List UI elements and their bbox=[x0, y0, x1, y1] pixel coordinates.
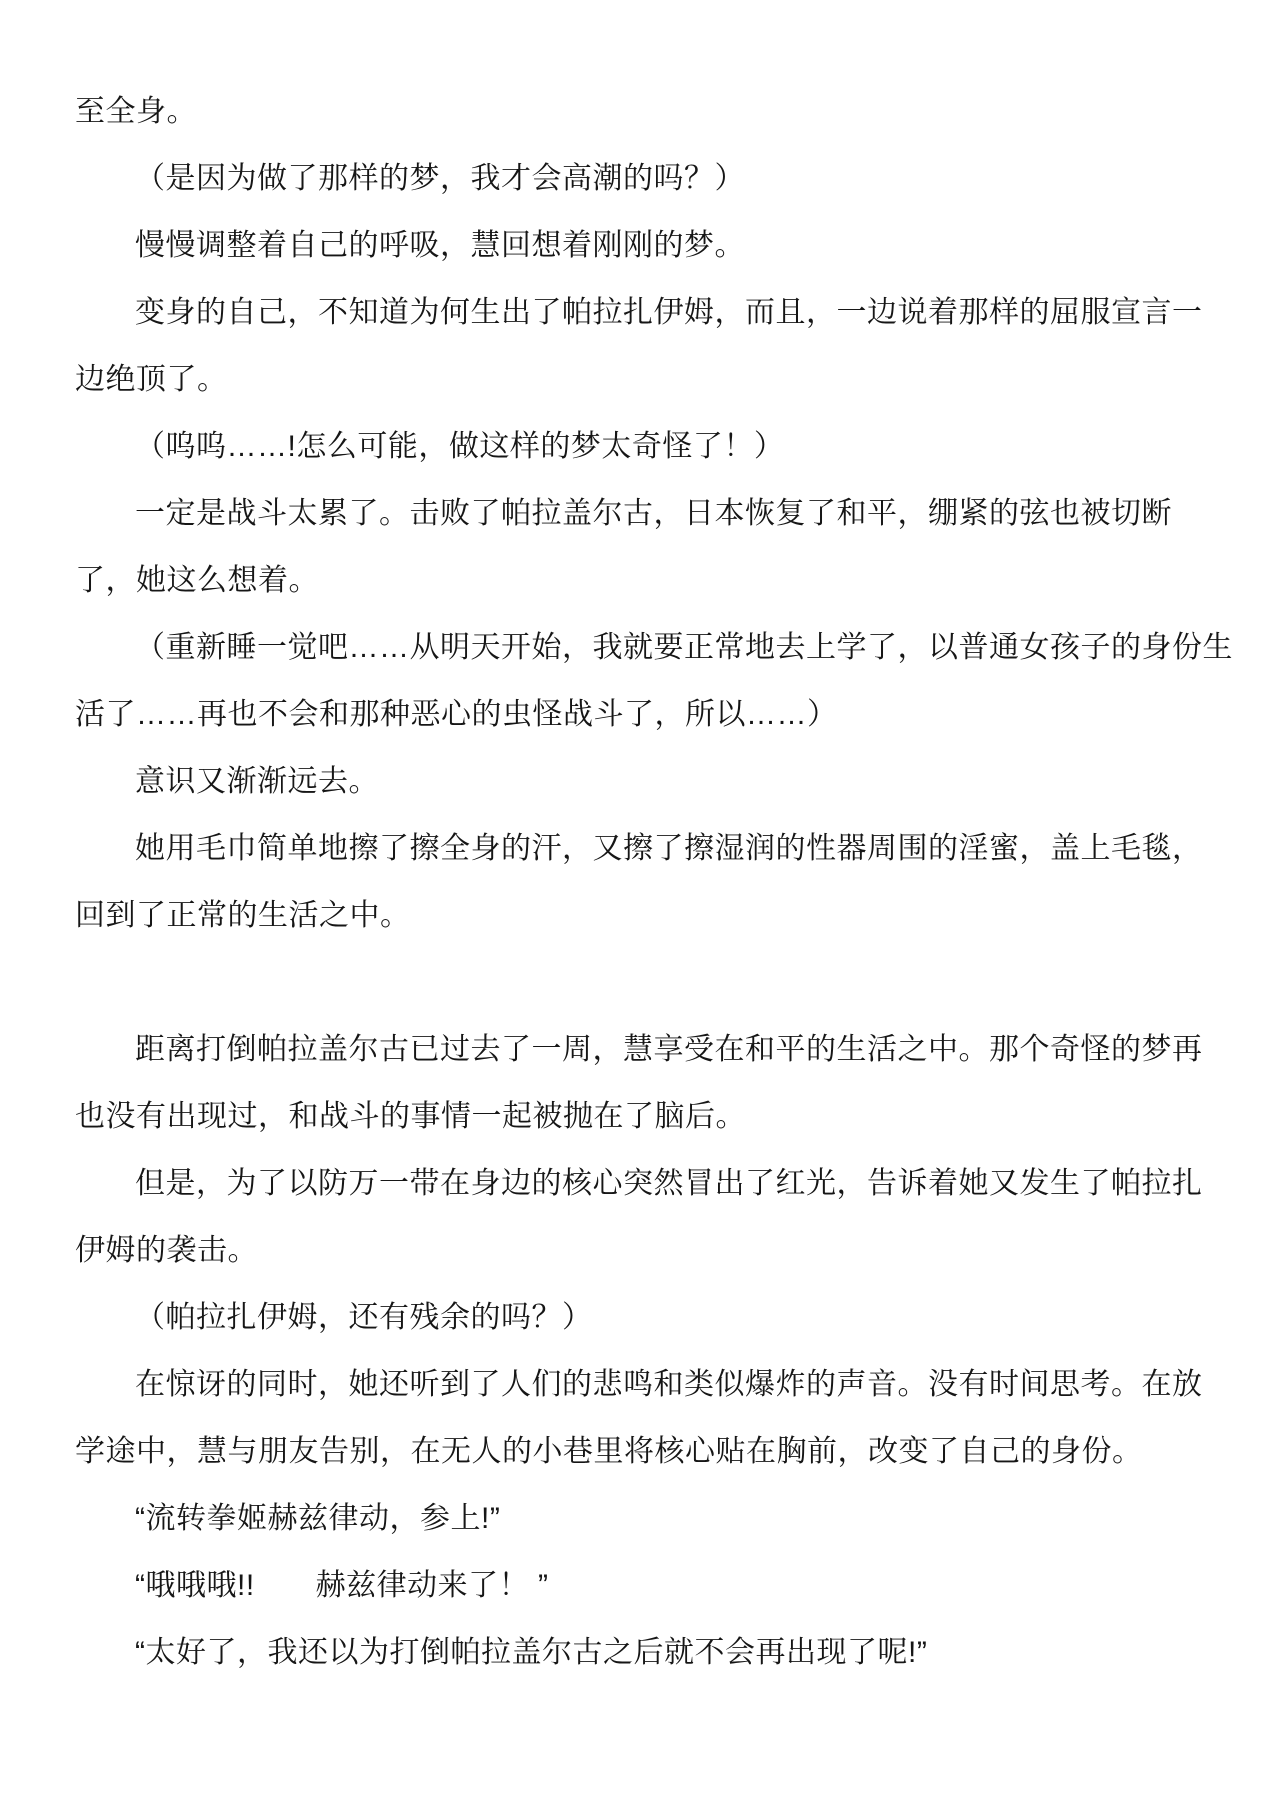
paragraph bbox=[75, 1284, 1205, 1351]
paragraph bbox=[75, 1351, 1205, 1485]
text-line: “太好了，我还以为打倒帕拉盖尔古之后就不会再出现了呢!” bbox=[135, 1636, 928, 1669]
paragraph bbox=[75, 413, 1205, 480]
text-line: 至全身。 bbox=[75, 95, 197, 128]
paragraph bbox=[75, 279, 1205, 413]
text-line: 活了……再也不会和那种恶心的虫怪战斗了，所以……） bbox=[75, 698, 838, 731]
text-line: 距离打倒帕拉盖尔古已过去了一周，慧享受在和平的生活之中。那个奇怪的梦再 bbox=[135, 1033, 1203, 1066]
paragraph bbox=[75, 748, 1205, 815]
document-body bbox=[75, 78, 1233, 1686]
paragraph bbox=[75, 1150, 1205, 1284]
text-line: 伊姆的袭击。 bbox=[75, 1234, 258, 1267]
text-line: 边绝顶了。 bbox=[75, 363, 228, 396]
text-line: 一定是战斗太累了。击败了帕拉盖尔古，日本恢复了和平，绷紧的弦也被切断 bbox=[135, 497, 1172, 530]
paragraph bbox=[75, 614, 1233, 748]
text-line: （帕拉扎伊姆，还有残余的吗？） bbox=[135, 1301, 593, 1334]
paragraph bbox=[75, 212, 1205, 279]
text-line: 也没有出现过，和战斗的事情一起被抛在了脑后。 bbox=[75, 1100, 746, 1133]
text-line: 了，她这么想着。 bbox=[75, 564, 319, 597]
text-line: （是因为做了那样的梦，我才会高潮的吗？） bbox=[135, 162, 745, 195]
paragraph-break bbox=[75, 949, 1205, 1016]
paragraph bbox=[75, 1485, 1205, 1552]
text-line: （重新睡一觉吧……从明天开始，我就要正常地去上学了，以普通女孩子的身份生 bbox=[135, 631, 1233, 664]
paragraph bbox=[75, 1619, 1205, 1686]
text-line: “流转拳姬赫兹律动，参上!” bbox=[135, 1502, 501, 1535]
text-line: “哦哦哦!! 赫兹律动来了！ ” bbox=[135, 1569, 549, 1602]
paragraph bbox=[75, 480, 1205, 614]
text-line: （呜呜……!怎么可能，做这样的梦太奇怪了！） bbox=[135, 430, 785, 463]
paragraph bbox=[75, 1552, 1205, 1619]
text-line: 学途中，慧与朋友告别，在无人的小巷里将核心贴在胸前，改变了自己的身份。 bbox=[75, 1435, 1143, 1468]
text-line: 在惊讶的同时，她还听到了人们的悲鸣和类似爆炸的声音。没有时间思考。在放 bbox=[135, 1368, 1203, 1401]
paragraph bbox=[75, 78, 1205, 145]
paragraph bbox=[75, 145, 1205, 212]
text-line: 她用毛巾简单地擦了擦全身的汗，又擦了擦湿润的性器周围的淫蜜，盖上毛毯， bbox=[135, 832, 1203, 865]
paragraph bbox=[75, 815, 1205, 949]
text-line: 但是，为了以防万一带在身边的核心突然冒出了红光，告诉着她又发生了帕拉扎 bbox=[135, 1167, 1203, 1200]
text-line: 回到了正常的生活之中。 bbox=[75, 899, 411, 932]
text-line: 意识又渐渐远去。 bbox=[135, 765, 379, 798]
text-line: 变身的自己，不知道为何生出了帕拉扎伊姆，而且，一边说着那样的屈服宣言一 bbox=[135, 296, 1203, 329]
paragraph bbox=[75, 1016, 1205, 1150]
text-line: 慢慢调整着自己的呼吸，慧回想着刚刚的梦。 bbox=[135, 229, 745, 262]
